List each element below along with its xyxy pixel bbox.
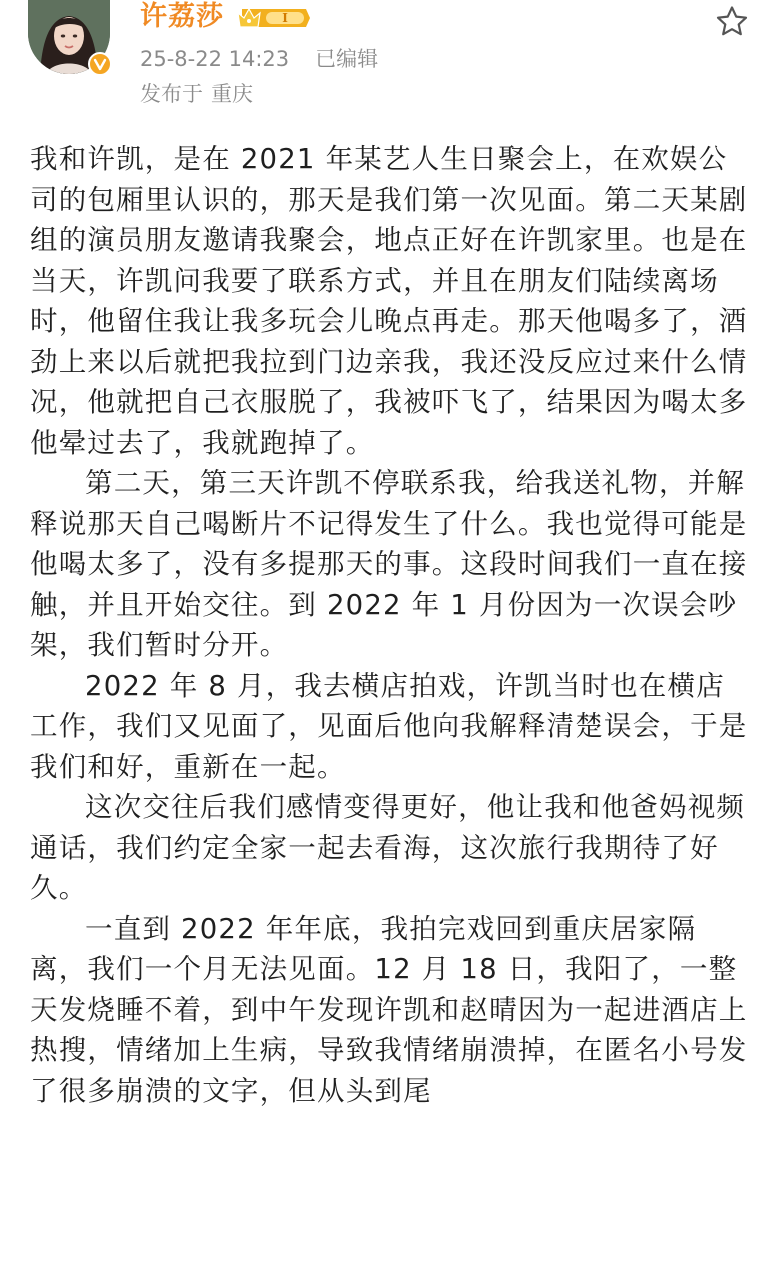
post-paragraph-3: 2022 年 8 月，我去横店拍戏，许凯当时也在横店工作，我们又见面了，见面后他向我解释清楚误会，于是我们和好，重新在一起。 <box>30 669 748 783</box>
post-location <box>140 79 253 109</box>
rank-badge-icon[interactable] <box>236 5 312 31</box>
location-prefix: 发布于 <box>140 82 203 106</box>
post-header <box>0 0 778 120</box>
location-name[interactable]: 重庆 <box>211 82 253 106</box>
star-outline-icon[interactable] <box>714 4 750 40</box>
post-paragraph-2: 第二天，第三天许凯不停联系我，给我送礼物，并解释说那天自己喝断片不记得发生了什么。我也觉得可能是他喝太多了，没有多提那天的事。这段时间我们一直在接触，并且开始交往。到 2022 年 1 月份因为一次误会吵架，我们暂时分开。 <box>30 467 748 661</box>
post-paragraph-5: 一直到 2022 年年底，我拍完戏回到重庆居家隔离，我们一个月无法见面。12 月 18 日，我阳了，一整天发烧睡不着，到中午发现许凯和赵晴因为一起进酒店上热搜，情绪加上生病，导致我情绪崩溃掉，在匿名小号发了很多崩溃的文字，但从头到尾 <box>30 912 748 1107</box>
post-timestamp: 25-8-22 14:23 <box>140 47 290 71</box>
post-body <box>30 139 752 1111</box>
post-paragraph-4: 这次交往后我们感情变得更好，他让我和他爸妈视频通话，我们约定全家一起去看海，这次旅行我期待了好久。 <box>30 791 746 904</box>
rank-badge-label: I <box>282 11 288 25</box>
edited-label[interactable]: 已编辑 <box>315 47 379 71</box>
verified-badge <box>88 52 112 76</box>
post-meta <box>140 44 378 74</box>
author-name[interactable]: 许荔莎 <box>140 1 224 32</box>
post-paragraph-1: 我和许凯，是在 2021 年某艺人生日聚会上，在欢娱公司的包厢里认识的，那天是我们第一次见面。第二天某剧组的演员朋友邀请我聚会，地点正好在许凯家里。也是在当天，许凯问我要了联系方式，并且在朋友们陆续离场时，他留住我让我多玩会儿晚点再走。那天他喝多了，酒劲上来以后就把我拉到门边亲我，我还没反应过来什么情况，他就把自己衣服脱了，我被吓飞了，结果因为喝太多他晕过去了，我就跑掉了。 <box>30 143 748 459</box>
verified-v-icon <box>93 57 107 71</box>
